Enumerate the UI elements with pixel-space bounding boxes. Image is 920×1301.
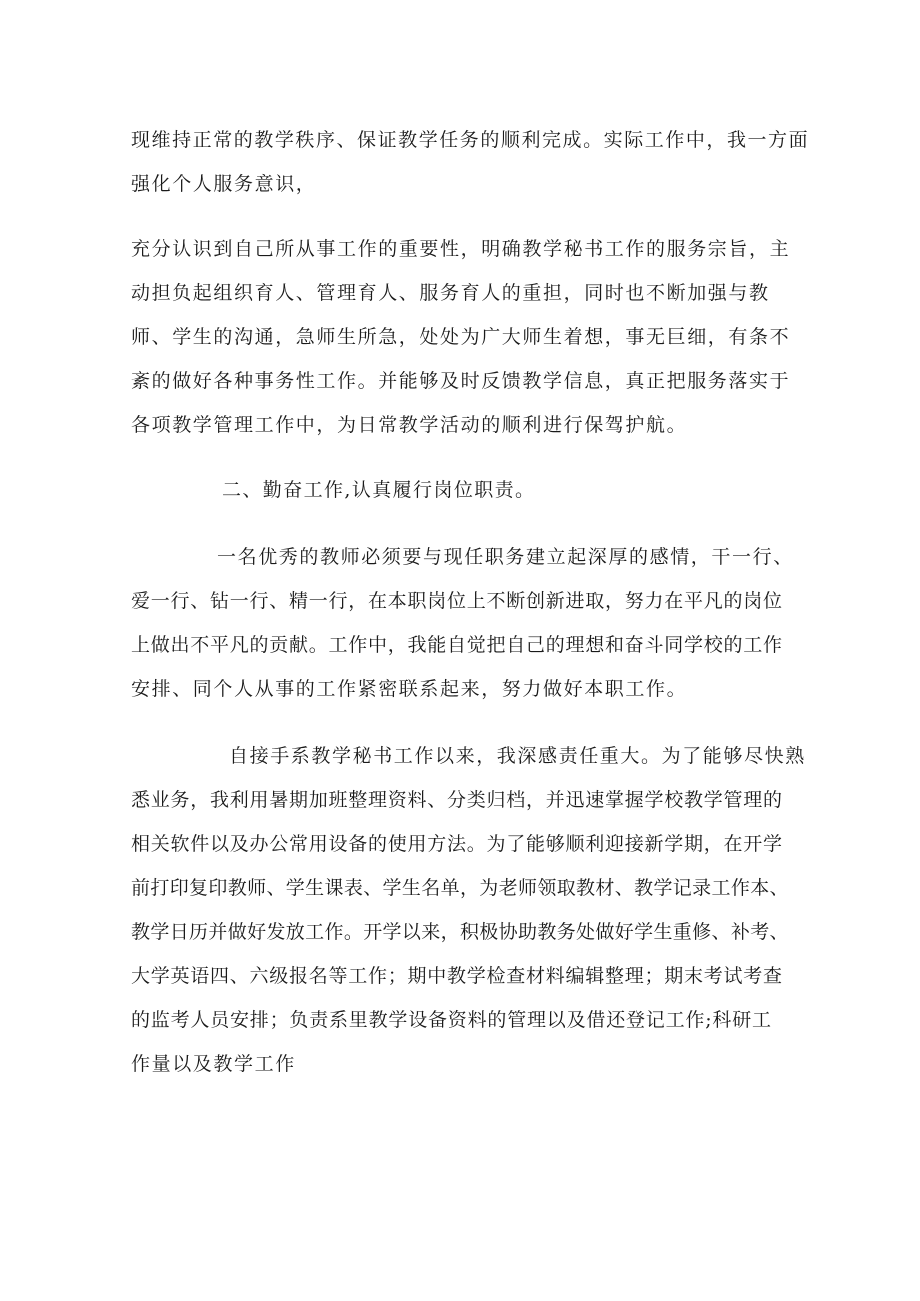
paragraph-3-line-1: 一名优秀的教师必须要与现任职务建立起深厚的感情，干一行、	[217, 546, 794, 568]
paragraph-3-line-3: 上做出不平凡的贡献。工作中，我能自觉把自己的理想和奋斗同学校的工作	[131, 634, 783, 656]
paragraph-2-line-2: 动担负起组织育人、管理育人、服务育人的重担，同时也不断加强与教	[131, 282, 770, 304]
paragraph-2-line-5: 各项教学管理工作中，为日常教学活动的顺利进行保驾护航。	[131, 414, 688, 436]
paragraph-3-line-2: 爱一行、钻一行、精一行，在本职岗位上不断创新进取，努力在平凡的岗位	[131, 590, 783, 612]
paragraph-4-line-8: 作量以及教学工作	[131, 1053, 296, 1075]
paragraph-2-line-3: 师、学生的沟通，急师生所急，处处为广大师生着想，事无巨细，有条不	[131, 326, 791, 348]
paragraph-1-line-1: 现维持正常的教学秩序、保证教学任务的顺利完成。实际工作中，我一方面	[131, 129, 810, 151]
paragraph-4-line-1: 自接手系教学秘书工作以来，我深感责任重大。为了能够尽快熟	[229, 745, 806, 767]
paragraph-4-line-2: 悉业务，我利用暑期加班整理资料、分类归档，并迅速掌握学校教学管理的	[131, 789, 783, 811]
paragraph-1-line-2: 强化个人服务意识，	[131, 173, 317, 195]
paragraph-4-line-5: 教学日历并做好发放工作。开学以来，积极协助教务处做好学生重修、补考、	[131, 921, 789, 943]
paragraph-2-line-4: 紊的做好各种事务性工作。并能够及时反馈教学信息，真正把服务落实于	[131, 370, 791, 392]
paragraph-4-line-3: 相关软件以及办公常用设备的使用方法。为了能够顺利迎接新学期，在开学	[131, 833, 783, 855]
paragraph-4-line-4: 前打印复印教师、学生课表、学生名单，为老师领取教材、教学记录工作本、	[131, 877, 789, 899]
paragraph-4-line-7: 的监考人员安排；负责系里教学设备资料的管理以及借还登记工作;科研工	[131, 1009, 772, 1031]
paragraph-4-line-6: 大学英语四、六级报名等工作；期中教学检查材料编辑整理；期末考试考查	[131, 965, 783, 987]
paragraph-2-line-1: 充分认识到自己所从事工作的重要性，明确教学秘书工作的服务宗旨，主	[131, 238, 791, 260]
paragraph-3-line-4: 安排、同个人从事的工作紧密联系起来，努力做好本职工作。	[131, 678, 688, 700]
section-heading: 二、勤奋工作,认真履行岗位职责。	[222, 479, 536, 501]
